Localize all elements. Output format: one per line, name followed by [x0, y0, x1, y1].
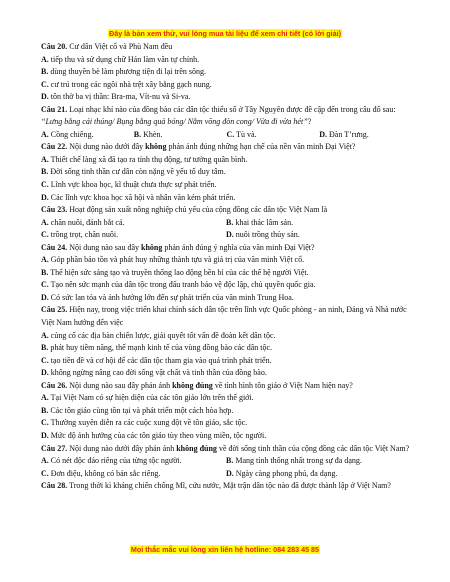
- options-row: [41, 405, 412, 418]
- answer-option: [226, 468, 411, 481]
- option-label: D.: [226, 230, 234, 240]
- options-row: [41, 342, 412, 355]
- option-label: C.: [41, 355, 49, 365]
- option-text: nuôi trồng thủy sản.: [233, 230, 300, 240]
- option-text: Tại Việt Nam có sự hiện diện của các tôn giáo lớn trên thế giới.: [48, 393, 254, 403]
- answer-option: [41, 155, 247, 164]
- answer-option: [41, 356, 272, 365]
- option-label: D.: [226, 468, 234, 478]
- question-number: Câu 25.: [41, 305, 68, 315]
- option-label: B.: [41, 405, 49, 415]
- option-text: Đơn điệu, không có bản sắc riêng.: [48, 468, 161, 478]
- option-text: Đàn T’rưng.: [327, 129, 369, 139]
- question-text: Nội dung nào sau đây: [67, 242, 141, 252]
- option-text: Có nét độc đáo riêng của từng tộc người.: [48, 456, 182, 466]
- answer-option: [41, 167, 226, 176]
- options-row: [41, 279, 412, 292]
- question-text: không: [145, 142, 167, 152]
- option-text: trồng trọt, chăn nuôi.: [48, 230, 119, 240]
- answer-option: [41, 217, 226, 230]
- answer-option: [41, 67, 206, 76]
- option-label: D.: [41, 192, 49, 202]
- question-text: Cư dân Việt cổ và Phù Nam đều: [67, 42, 173, 51]
- question-text: không đúng: [172, 380, 213, 390]
- option-text: Có sức lan tỏa và ảnh hưởng lớn đến sự phát triển của văn minh Trung Hoa.: [48, 292, 294, 302]
- option-label: C.: [41, 468, 49, 478]
- option-label: B.: [226, 456, 234, 466]
- question-number: Câu 28.: [41, 481, 68, 491]
- question-stem: [41, 304, 412, 329]
- options-row: [41, 417, 412, 430]
- question-text: Nội dung nào dưới đây phản ánh: [67, 443, 177, 453]
- option-label: B.: [133, 129, 142, 139]
- answer-option: [134, 129, 227, 142]
- answer-option: [41, 193, 235, 202]
- option-text: Lĩnh vực khoa học, kĩ thuật chưa thực sự phát triển.: [48, 180, 217, 190]
- question-text: phản ánh đúng ý nghĩa của văn minh Đại Việt?: [162, 242, 315, 252]
- options-row: [41, 254, 412, 267]
- answer-option: [41, 293, 294, 302]
- question-list: [41, 41, 412, 493]
- option-text: Thể hiện sức sáng tạo và truyền thống lao động bền bỉ của các thế hệ người Việt.: [48, 267, 309, 277]
- option-text: Tạo nên sức mạnh của dân tộc trong đấu tranh bảo vệ độc lập, chủ quyền quốc gia.: [48, 280, 316, 290]
- option-text: Ngày càng phong phú, đa dạng.: [233, 468, 338, 478]
- options-row: [41, 66, 412, 79]
- option-label: C.: [41, 79, 49, 89]
- option-text: Các tôn giáo cùng tồn tại và phát triển một cách hòa hợp.: [48, 405, 234, 415]
- question-text: không đúng: [176, 443, 217, 453]
- question-number: Câu 22.: [41, 142, 68, 152]
- option-label: D.: [319, 129, 328, 139]
- question-number: Câu 23.: [41, 205, 68, 215]
- hotline-footer-banner: [0, 545, 450, 554]
- options-row: [41, 292, 412, 305]
- question-stem: [41, 41, 412, 54]
- question-number: Câu 21.: [41, 104, 68, 114]
- options-row: [41, 355, 412, 368]
- question-text: Trong thời kì kháng chiến chống Mĩ, cứu nước, Mặt trận dân tộc nào đã được thành lập ở Việt Nam?: [67, 481, 391, 491]
- answer-option: [41, 331, 276, 340]
- option-label: A.: [41, 217, 49, 227]
- question-number: Câu 26.: [41, 380, 68, 390]
- option-text: Đời sống tinh thần cư dân còn nặng về yếu tố duy tâm.: [48, 167, 226, 177]
- question-text: phản ánh đúng những hạn chế của nền văn minh Đại Việt?: [166, 142, 356, 152]
- answer-option: [226, 229, 411, 242]
- option-label: D.: [41, 292, 49, 302]
- option-text: Các lĩnh vực khoa học xã hội và nhân văn kém phát triển.: [48, 192, 236, 202]
- options-row: [41, 54, 412, 67]
- option-text: khai thác lâm sản.: [233, 217, 294, 227]
- question-text: về tình hình tôn giáo ở Việt Nam hiện nay?: [212, 380, 353, 390]
- question-text: Nội dung nào sau đây phản ánh: [67, 380, 173, 390]
- options-row: [41, 392, 412, 405]
- question-text: về đời sống tinh thần của cộng đồng các dân tộc Việt Nam?: [216, 443, 410, 453]
- answer-option: [41, 92, 190, 101]
- option-text: Khèn.: [141, 129, 163, 139]
- question-stem: [41, 104, 412, 129]
- answer-option: [41, 406, 233, 415]
- hotline-footer-text: Mọi thắc mắc vui lòng xin liên hệ hotline: 084 283 45 85: [130, 545, 320, 554]
- option-label: C.: [41, 418, 49, 428]
- options-row: [41, 330, 412, 343]
- option-label: A.: [41, 255, 49, 265]
- answer-option: [41, 343, 272, 352]
- options-row: [41, 129, 412, 142]
- question-text: Loại nhạc khí nào của đồng bào các dân tộc thiểu số ở Tây Nguyên được đề cập đến trong câu đố sau:: [67, 104, 396, 114]
- question-text: ?: [307, 117, 312, 127]
- option-label: B.: [226, 217, 234, 227]
- options-row: [41, 229, 412, 242]
- option-text: Mang tính thống nhất trong sự đa dạng.: [233, 456, 362, 466]
- answer-option: [319, 129, 412, 142]
- answer-option: [41, 80, 212, 89]
- option-label: B.: [41, 343, 49, 353]
- preview-notice-banner: [0, 29, 450, 38]
- options-row: [41, 154, 412, 167]
- option-label: D.: [41, 92, 49, 102]
- answer-option: [41, 229, 226, 242]
- options-row: [41, 91, 412, 104]
- question-text: Nội dung nào dưới đây: [67, 142, 146, 152]
- answer-option: [41, 129, 134, 142]
- options-row: [41, 79, 412, 92]
- option-label: A.: [41, 330, 49, 340]
- answer-option: [41, 280, 316, 289]
- option-text: Mức độ ảnh hưởng của các tôn giáo tùy theo vùng miền, tộc người.: [48, 430, 267, 440]
- option-label: A.: [41, 393, 49, 403]
- option-label: C.: [226, 129, 235, 139]
- options-row: [41, 166, 412, 179]
- question-number: Câu 27.: [41, 443, 68, 453]
- options-row: [41, 455, 412, 468]
- question-text: không: [141, 242, 163, 252]
- option-label: D.: [41, 430, 49, 440]
- answer-option: [41, 180, 217, 189]
- answer-option: [41, 255, 304, 264]
- options-row: [41, 179, 412, 192]
- answer-option: [41, 368, 267, 377]
- options-row: [41, 367, 412, 380]
- option-label: C.: [41, 180, 49, 190]
- options-row: [41, 468, 412, 481]
- option-text: cư trú trong các ngôi nhà trệt xây bằng gạch nung.: [48, 79, 212, 89]
- option-text: Tù và.: [234, 129, 257, 139]
- option-text: củng cố các địa bàn chiến lược, giải quyết tốt vấn đề đoàn kết dân tộc.: [48, 330, 276, 340]
- options-row: [41, 192, 412, 205]
- answer-option: [41, 393, 254, 402]
- option-label: A.: [41, 129, 49, 139]
- option-text: không ngừng nâng cao đời sống vật chất và tinh thần của đồng bào.: [48, 368, 267, 378]
- option-text: Cồng chiêng.: [48, 129, 94, 139]
- question-text: Hoạt động sản xuất nông nghiệp chủ yếu của cộng đồng các dân tộc Việt Nam là: [67, 205, 328, 215]
- option-label: C.: [41, 230, 49, 240]
- answer-option: [226, 217, 411, 230]
- options-row: [41, 430, 412, 443]
- answer-option: [41, 431, 266, 440]
- question-number: Câu 20.: [41, 42, 68, 51]
- option-text: chăn nuôi, đánh bắt cá.: [48, 217, 125, 227]
- question-stem: [41, 141, 412, 154]
- option-label: B.: [41, 267, 49, 277]
- option-label: A.: [41, 54, 49, 64]
- question-stem: [41, 380, 412, 393]
- option-text: tôn thờ ba vị thần: Bra-ma, Vít-nu và Si-va.: [48, 92, 191, 102]
- option-text: Thiết chế làng xã đã tạo ra tính thụ động, tư tưởng quân bình.: [48, 154, 248, 164]
- option-label: D.: [41, 368, 49, 378]
- answer-option: [226, 455, 411, 468]
- options-row: [41, 267, 412, 280]
- option-text: dùng thuyền bè làm phương tiện đi lại trên sông.: [48, 67, 206, 77]
- option-label: A.: [41, 456, 49, 466]
- option-text: Góp phần bảo tồn và phát huy những thành tựu và giá trị của văn minh Việt cổ.: [48, 255, 305, 265]
- answer-option: [41, 418, 247, 427]
- option-label: C.: [41, 280, 49, 290]
- question-stem: [41, 204, 412, 217]
- option-label: A.: [41, 154, 49, 164]
- answer-option: [227, 129, 320, 142]
- answer-option: [41, 55, 199, 64]
- option-label: B.: [41, 167, 49, 177]
- question-stem: [41, 480, 412, 493]
- option-text: tiếp thu và sử dụng chữ Hán làm văn tự chính.: [48, 54, 200, 64]
- question-text: “Lưng bằng cái thúng/ Bụng bằng quả bóng/ Nằm võng đòn cong/ Vừa đi vừa hét”: [41, 117, 308, 127]
- question-stem: [41, 242, 412, 255]
- answer-option: [41, 268, 309, 277]
- preview-notice-text: Đây là bản xem thử, vui lòng mua tài liệu để xem chi tiết (có lời giải): [109, 29, 341, 38]
- answer-option: [41, 455, 226, 468]
- options-row: [41, 217, 412, 230]
- question-number: Câu 24.: [41, 242, 68, 252]
- option-text: Thường xuyên diễn ra các cuộc xung đột về tôn giáo, sắc tộc.: [48, 418, 248, 428]
- option-label: B.: [41, 67, 49, 77]
- question-text: Hiện nay, trong việc triển khai chính sách dân tộc trên lĩnh vực Quốc phòng - an ninh, Đảng và Nhà nước Việt Nam hướng đến việc: [41, 305, 407, 328]
- option-text: phát huy tiềm năng, thế mạnh kinh tế của vùng đồng bào các dân tộc.: [48, 343, 273, 353]
- answer-option: [41, 468, 226, 481]
- question-stem: [41, 443, 412, 456]
- option-text: tạo tiền đề và cơ hội để các dân tộc tham gia vào quá trình phát triển.: [48, 355, 272, 365]
